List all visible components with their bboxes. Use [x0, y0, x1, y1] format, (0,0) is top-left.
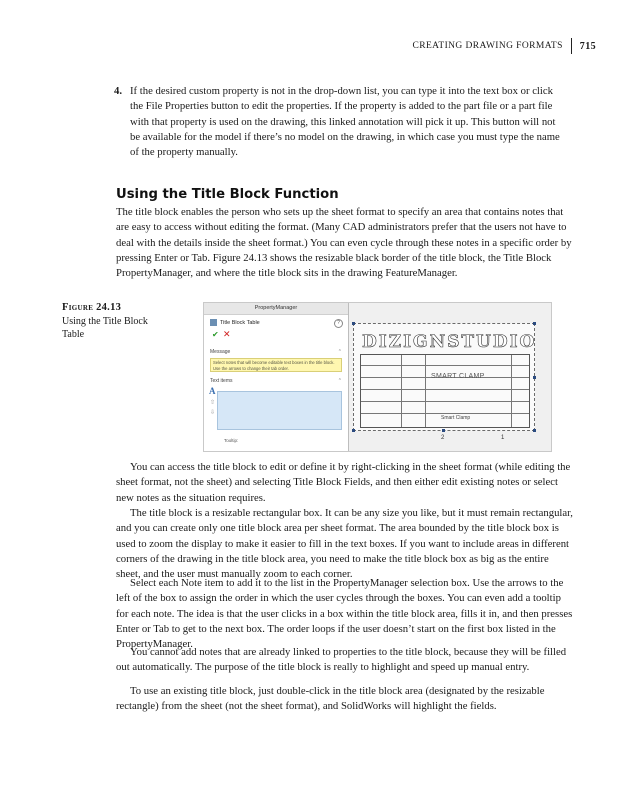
- part-name-text[interactable]: Smart Clamp: [441, 415, 471, 421]
- zone-label: 1: [501, 435, 505, 441]
- pm-panel-title: Title Block Table: [220, 319, 260, 326]
- tb-row-line: [361, 401, 529, 402]
- tb-col-line: [401, 355, 402, 427]
- tb-col-line: [511, 355, 512, 427]
- body-paragraph: Select each Note item to add it to the list in the PropertyManager selection box. Use the arrows to the left of the box to assign the order in which the user cycles through the boxes. You can even add a tooltip for each note. The idea is that the user clicks in a box within the title block area, fills it in, and then presses Enter or Tab to get to the next box. The order loops if the user doesn’t start on the first box listed in the PropertyManager.: [116, 577, 573, 651]
- body-paragraph: The title block is a resizable rectangular box. It can be any size you like, but it must remain rectangular, and you can create only one title block area per sheet format. The area bounded by the title block box is used to zoom the display to make it easier to fill in the text boxes. If you want to include areas in different corners of the drawing in the title block area, you need to make the title block box as big as the entire sheet, and the user must manually zoom to each corner.: [116, 507, 573, 581]
- title-block-icon: [210, 319, 217, 326]
- tooltip-label: Tooltip:: [224, 438, 239, 443]
- body-paragraph: To use an existing title block, just double-click in the title block area (designated by the resizable rectangle) from the sheet (not the sheet format), and SolidWorks will highlight the fields.: [116, 685, 545, 713]
- title-block-area[interactable]: [353, 323, 535, 431]
- intro-paragraph: The title block enables the person who sets up the sheet format to specify an area that contains notes that are easy to access without editing the format. (Many CAD administrators prefer that the users not have to deal with the details inside the sheet format.) You can even cycle through these notes in a specific order by pressing Enter or Tab. Figure 24.13 shows the resizable black border of the title block, the Title Block PropertyManager, and where the title block sits in the drawing FeatureManager.: [116, 206, 572, 280]
- tb-row-line: [361, 413, 529, 414]
- figure-label: Figure 24.13: [62, 302, 122, 313]
- collapse-text-items-icon[interactable]: ⌃: [337, 378, 342, 384]
- text-note-icon: A: [209, 386, 216, 396]
- zone-label: 2: [441, 435, 445, 441]
- section-heading: Using the Title Block Function: [116, 187, 339, 202]
- resize-handle[interactable]: [533, 429, 536, 432]
- resize-handle[interactable]: [442, 429, 445, 432]
- body-paragraph: You cannot add notes that are already linked to properties to the title block, because they will be filled out automatically. The purpose of the title block is really to highlight and speed up manual entry.: [116, 646, 567, 674]
- resize-handle[interactable]: [533, 376, 536, 379]
- tb-row-line: [361, 365, 529, 366]
- page-number: 715: [579, 40, 596, 52]
- figure-caption: Using the Title Block Table: [62, 315, 148, 340]
- message-box: Select notes that will become editable text boxes in the title block. Use the arrows to change their tab order.: [210, 358, 342, 372]
- move-down-arrow-icon[interactable]: ⇩: [210, 410, 216, 416]
- step-text: If the desired custom property is not in the drop-down list, you can type it into the text box or click the File Properties button to edit the properties. If the property is added to the part file or a part file with that property is used on the drawing, this linked annotation will pick it up. This button will not be available for the model if there’s no model on the drawing, in which case you must type the name of the property manually.: [130, 85, 560, 159]
- header-divider: [571, 38, 572, 54]
- text-items-label: Text items: [210, 378, 233, 384]
- drawing-title-text[interactable]: SMART CLAMP: [431, 373, 485, 380]
- title-block-table: [360, 354, 530, 428]
- body-paragraph: You can access the title block to edit or define it by right-clicking in the sheet format (while editing the sheet format, not the sheet) and selecting Title Block Fields, and then either edit existing notes or select new notes as the situation requires.: [116, 461, 571, 504]
- collapse-message-icon[interactable]: ⌃: [337, 349, 342, 355]
- move-up-arrow-icon[interactable]: ⇧: [210, 400, 216, 406]
- help-icon[interactable]: ?: [334, 319, 343, 328]
- ok-check-icon[interactable]: ✔: [212, 330, 219, 339]
- running-title: CREATING DRAWING FORMATS: [412, 41, 563, 51]
- resize-handle[interactable]: [352, 429, 355, 432]
- cancel-x-icon[interactable]: ✕: [223, 329, 231, 339]
- pm-header: [210, 319, 260, 326]
- company-logo: DIZIGNSTUDIO: [362, 332, 537, 352]
- running-header: [413, 38, 597, 54]
- step-number: 4.: [114, 85, 123, 97]
- pm-window-title: PropertyManager: [204, 303, 348, 315]
- resize-handle[interactable]: [533, 322, 536, 325]
- figure-caption-block: [62, 301, 152, 342]
- tb-col-line: [425, 355, 426, 427]
- figure-screenshot: [203, 302, 552, 452]
- tb-row-line: [361, 389, 529, 390]
- resize-handle[interactable]: [352, 322, 355, 325]
- message-label: Message: [210, 349, 231, 355]
- step-4: [114, 84, 562, 160]
- property-manager-panel: [204, 303, 349, 451]
- text-items-selection-box[interactable]: [217, 391, 342, 430]
- drawing-sheet: [349, 303, 551, 451]
